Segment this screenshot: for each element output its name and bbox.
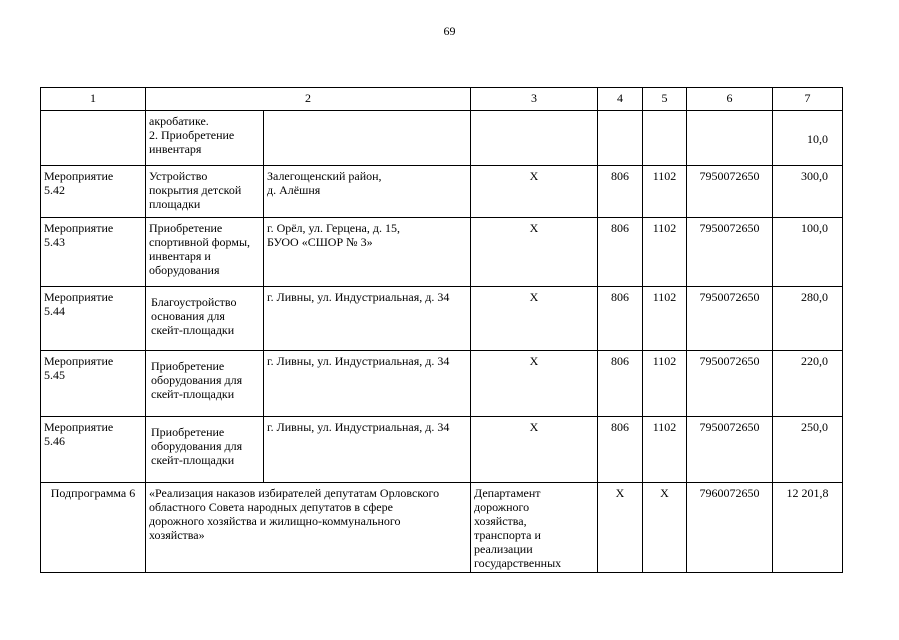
table-row <box>41 417 843 483</box>
text-line: государственных <box>474 556 562 570</box>
col4-cell: 806 <box>598 287 643 351</box>
col4-cell: Х <box>598 483 643 573</box>
text-line: областного Совета народных депутатов в сфере <box>149 500 393 514</box>
text-line: «Реализация наказов избирателей депутатам Орловского <box>149 486 440 500</box>
budget-table <box>40 87 843 573</box>
amount-cell: 220,0 <box>773 351 843 417</box>
subprogram-row <box>41 483 843 573</box>
col4-cell: 806 <box>598 166 643 218</box>
col6-cell: 7950072650 <box>687 417 773 483</box>
text-line: покрытия детской <box>149 183 242 197</box>
text-line: скейт-площадки <box>151 387 235 401</box>
subprogram-title-cell <box>146 483 471 573</box>
executor-cell: Х <box>471 351 598 417</box>
executor-cell: Х <box>471 287 598 351</box>
table-row <box>41 166 843 218</box>
col6-cell: 7950072650 <box>687 287 773 351</box>
text-line: скейт-площадки <box>151 453 235 467</box>
code-cell <box>41 287 146 351</box>
text-line: Мероприятие <box>44 169 114 183</box>
code-cell <box>41 166 146 218</box>
text-line: Департамент <box>474 486 541 500</box>
amount-cell: 100,0 <box>773 218 843 287</box>
text-line: дорожного <box>474 500 530 514</box>
table-row <box>41 111 843 166</box>
location-cell <box>264 111 471 166</box>
name-cell <box>146 351 264 417</box>
text-line: 5.46 <box>44 434 65 448</box>
location-cell <box>264 166 471 218</box>
amount-cell: 12 201,8 <box>773 483 843 573</box>
amount-cell: 300,0 <box>773 166 843 218</box>
location-cell <box>264 218 471 287</box>
text-line: Устройство <box>149 169 208 183</box>
text-line: БУОО «СШОР № 3» <box>267 235 373 249</box>
text-line: оборудования <box>149 263 220 277</box>
col4-cell: 806 <box>598 218 643 287</box>
text-line: Мероприятие <box>44 221 114 235</box>
col5-cell: Х <box>643 483 687 573</box>
col5-cell: 1102 <box>643 218 687 287</box>
text-line: хозяйства» <box>149 528 205 542</box>
name-cell <box>146 287 264 351</box>
executor-cell: Х <box>471 166 598 218</box>
name-cell <box>146 218 264 287</box>
text-line: основания для <box>151 309 225 323</box>
header-cell-3: 3 <box>471 88 598 111</box>
col6-cell: 7950072650 <box>687 218 773 287</box>
location-cell <box>264 351 471 417</box>
col5-cell <box>643 111 687 166</box>
text-line: Мероприятие <box>44 420 114 434</box>
text-line: оборудования для <box>151 439 243 453</box>
text-line: Залегощенский район, <box>267 169 382 183</box>
text-line: оборудования для <box>151 373 243 387</box>
text-line: инвентаря <box>149 142 202 156</box>
location-cell <box>264 287 471 351</box>
col6-cell: 7950072650 <box>687 166 773 218</box>
text-line: скейт-площадки <box>151 323 235 337</box>
text-line: д. Алёшня <box>267 183 321 197</box>
executor-cell: Х <box>471 218 598 287</box>
text-line: дорожного хозяйства и жилищно-коммунального <box>149 514 401 528</box>
header-row <box>41 88 843 111</box>
name-cell <box>146 166 264 218</box>
col6-cell: 7950072650 <box>687 351 773 417</box>
col5-cell: 1102 <box>643 417 687 483</box>
col5-cell: 1102 <box>643 166 687 218</box>
amount-cell: 250,0 <box>773 417 843 483</box>
code-cell <box>41 351 146 417</box>
col6-cell <box>687 111 773 166</box>
header-cell-2: 2 <box>146 88 471 111</box>
header-cell-1: 1 <box>41 88 146 111</box>
text-line: акробатике. <box>149 114 209 128</box>
table-row <box>41 351 843 417</box>
text-line: Мероприятие <box>44 290 114 304</box>
text-line: площадки <box>149 197 201 211</box>
executor-cell <box>471 111 598 166</box>
text-line: г. Ливны, ул. Индустриальная, д. 34 <box>267 290 450 304</box>
text-line: хозяйства, <box>474 514 527 528</box>
text-line: Мероприятие <box>44 354 114 368</box>
col4-cell: 806 <box>598 417 643 483</box>
name-cell <box>146 111 264 166</box>
amount-cell: 280,0 <box>773 287 843 351</box>
text-line: 5.45 <box>44 368 65 382</box>
text-line: 5.44 <box>44 304 65 318</box>
text-line: транспорта и <box>474 528 541 542</box>
header-cell-4: 4 <box>598 88 643 111</box>
executor-cell <box>471 483 598 573</box>
text-line: Приобретение <box>151 425 225 439</box>
text-line: Приобретение <box>151 359 225 373</box>
col5-cell: 1102 <box>643 287 687 351</box>
header-cell-5: 5 <box>643 88 687 111</box>
col4-cell <box>598 111 643 166</box>
text-line: Благоустройство <box>151 295 237 309</box>
text-line: 2. Приобретение <box>149 128 235 142</box>
col6-cell: 7960072650 <box>687 483 773 573</box>
text-line: спортивной формы, <box>149 235 251 249</box>
text-line: инвентаря и <box>149 249 211 263</box>
text-line: г. Ливны, ул. Индустриальная, д. 34 <box>267 420 450 434</box>
code-cell: Подпрограмма 6 <box>41 483 146 573</box>
name-cell <box>146 417 264 483</box>
code-cell <box>41 111 146 166</box>
col4-cell: 806 <box>598 351 643 417</box>
text-line: 5.43 <box>44 235 65 249</box>
location-cell <box>264 417 471 483</box>
page-number: 69 <box>443 24 456 38</box>
text-line: Приобретение <box>149 221 223 235</box>
text-line: реализации <box>474 542 533 556</box>
col5-cell: 1102 <box>643 351 687 417</box>
table-row <box>41 218 843 287</box>
code-cell <box>41 417 146 483</box>
amount-cell: 10,0 <box>773 111 843 166</box>
code-cell <box>41 218 146 287</box>
text-line: 5.42 <box>44 183 65 197</box>
executor-cell: Х <box>471 417 598 483</box>
text-line: г. Орёл, ул. Герцена, д. 15, <box>267 221 400 235</box>
text-line: г. Ливны, ул. Индустриальная, д. 34 <box>267 354 450 368</box>
header-cell-6: 6 <box>687 88 773 111</box>
header-cell-7: 7 <box>773 88 843 111</box>
table-row <box>41 287 843 351</box>
